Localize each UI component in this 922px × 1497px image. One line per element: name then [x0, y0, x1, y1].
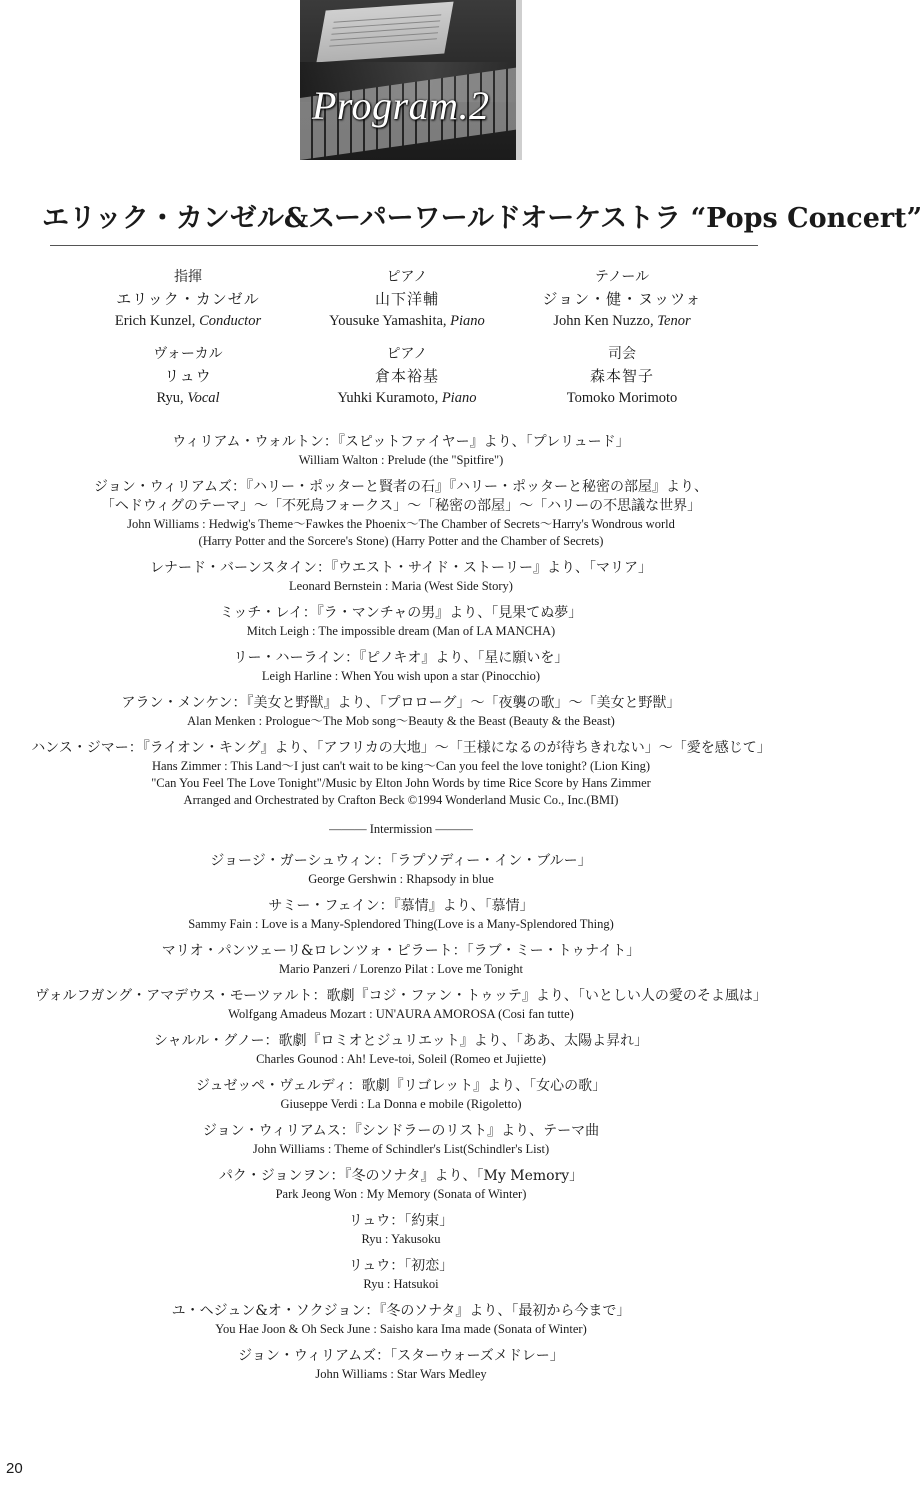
program-item	[0, 987, 802, 1023]
program-title-jp: ヴォルフガング・アマデウス・モーツァルト：歌劇『コジ・ファン・トゥッテ』より、「いとしい人の愛のそよ風は」	[35, 988, 767, 1004]
program-title-en: John Williams : Star Wars Medley	[315, 1367, 487, 1381]
performer-piano-1	[292, 266, 522, 332]
program-title-jp: ハンス・ジマー：『ライオン・キング』より、「アフリカの大地」〜「王様になるのが待ちきれない」〜「愛を感じて」	[31, 740, 771, 756]
program-item	[0, 942, 802, 978]
performer-name-en: Yousuke Yamashita,	[329, 313, 447, 329]
program-title-jp: リュウ：「約束」	[348, 1213, 454, 1229]
performer-role-en: Tenor	[657, 313, 691, 329]
performer-name-jp: リュウ	[164, 367, 212, 385]
program-item	[0, 1302, 802, 1338]
program-item	[0, 852, 802, 888]
performer-name-en: Erich Kunzel,	[114, 313, 196, 329]
program-title-en: Alan Menken : Prologue〜The Mob song〜Beauty & the Beast (Beauty & the Beast)	[187, 714, 615, 728]
performer-host	[507, 343, 737, 409]
performer-role: ピアノ	[386, 346, 428, 362]
program-title-jp: パク・ジョンヲン：『冬のソナタ』より、「My Memory」	[218, 1168, 584, 1184]
program-item	[0, 1122, 802, 1158]
program-title-en: George Gershwin : Rhapsody in blue	[308, 872, 494, 886]
program-item	[0, 604, 802, 640]
program-title-jp-cont: 「ヘドウィグのテーマ」〜「不死鳥フォークス」〜「秘密の部屋」〜「ハリーの不思議な世界」	[100, 498, 702, 514]
program-title-jp: サミー・フェイン：『慕情』より、「慕情」	[268, 898, 534, 914]
performer-tenor	[507, 266, 737, 332]
performer-name-en: Ryu,	[156, 390, 184, 406]
performer-name-jp: ジョン・健・ヌッツォ	[542, 290, 702, 308]
program-title-en: Giuseppe Verdi : La Donna e mobile (Rigoletto)	[280, 1097, 522, 1111]
performer-name-en: Yuhki Kuramoto,	[337, 390, 439, 406]
program-title-jp: ミッチ・レイ：『ラ・マンチャの男』より、「見果てぬ夢」	[219, 605, 583, 621]
concert-title: エリック・カンゼル&スーパーワールドオーケストラ “Pops Concert”	[42, 203, 922, 234]
program-item	[0, 559, 802, 595]
program-title-jp: ジョン・ウィリアムズ：『ハリー・ポッターと賢者の石』『ハリー・ポッターと秘密の部屋』より、	[94, 479, 708, 495]
program-title-en: You Hae Joon & Oh Seck June : Saisho kara Ima made (Sonata of Winter)	[215, 1322, 587, 1336]
page-number: 20	[6, 1460, 23, 1477]
program-item	[0, 1347, 802, 1383]
program-title-en: Leonard Bernstein : Maria (West Side Story)	[289, 579, 513, 593]
program-header-photo	[300, 0, 516, 160]
program-title-en: John Williams : Hedwig's Theme〜Fawkes the Phoenix〜The Chamber of Secrets〜Harry's Wondrous world	[127, 517, 675, 531]
performer-conductor	[73, 266, 303, 332]
program-title-en: William Walton : Prelude (the "Spitfire")	[298, 453, 504, 467]
performer-role: 司会	[608, 346, 636, 362]
program-title-en: Park Jeong Won : My Memory (Sonata of Winter)	[275, 1187, 527, 1201]
page-edge-tab	[516, 0, 522, 160]
performer-role: テノール	[594, 269, 650, 285]
program-item	[0, 1212, 802, 1248]
program-item	[0, 694, 802, 730]
performer-name-jp: エリック・カンゼル	[116, 290, 260, 308]
program-title-en: Mario Panzeri / Lorenzo Pilat : Love me Tonight	[279, 962, 523, 976]
performer-role-en: Piano	[450, 313, 485, 329]
program-title-jp: ジュゼッペ・ヴェルディ：歌劇『リゴレット』より、「女心の歌」	[195, 1078, 607, 1094]
program-title-en: Sammy Fain : Love is a Many-Splendored Thing(Love is a Many-Splendored Thing)	[188, 917, 614, 931]
performer-name-en: John Ken Nuzzo,	[553, 313, 654, 329]
performer-role-en: Conductor	[199, 313, 262, 329]
program-list	[0, 433, 802, 1392]
performer-vocal	[73, 343, 303, 409]
program-title-jp: アラン・メンケン：『美女と野獣』より、「プロローグ」〜「夜襲の歌」〜「美女と野獣」	[121, 695, 681, 711]
program-title-jp: ウィリアム・ウォルトン：『スピットファイヤー』より、「プレリュード」	[172, 434, 630, 450]
program-title-jp: シャルル・グノー：歌劇『ロミオとジュリエット』より、「ああ、太陽よ昇れ」	[153, 1033, 649, 1049]
program-title-en: Ryu : Yakusoku	[361, 1232, 441, 1246]
program-title-jp: レナード・バーンスタイン：『ウエスト・サイド・ストーリー』より、「マリア」	[149, 560, 653, 576]
performer-name-jp: 森本智子	[589, 367, 654, 385]
title-divider	[50, 245, 758, 246]
program-title-en-cont: (Harry Potter and the Sorcere's Stone) (Harry Potter and the Chamber of Secrets)	[198, 534, 604, 548]
program-title-en: Ryu : Hatsukoi	[363, 1277, 439, 1291]
performer-piano-2	[292, 343, 522, 409]
sheet-music-image	[316, 2, 453, 63]
performer-name-jp: 倉本裕基	[374, 367, 439, 385]
program-title-jp: ジョージ・ガーシュウィン：「ラプソディー・イン・ブルー」	[210, 853, 592, 869]
program-title-en: John Williams : Theme of Schindler's List(Schindler's List)	[252, 1142, 550, 1156]
program-item	[0, 478, 802, 550]
program-item	[0, 739, 802, 809]
program-label: Program.2	[312, 83, 490, 128]
program-title-en: Hans Zimmer : This Land〜I just can't wait to be king〜Can you feel the love tonight? (Lion King)	[151, 759, 651, 773]
program-credit: "Can You Feel The Love Tonight"/Music by Elton John Words by time Rice Score by Hans Zimmer	[151, 776, 651, 790]
program-item	[0, 1077, 802, 1113]
program-title-jp: マリオ・パンツェーリ&ロレンツォ・ピラート：「ラブ・ミー・トゥナイト」	[161, 943, 641, 959]
program-title-jp: ジョン・ウィリアムズ：「スターウォーズメドレー」	[238, 1348, 564, 1364]
program-title-en: Mitch Leigh : The impossible dream (Man of LA MANCHA)	[246, 624, 556, 638]
performer-role: ピアノ	[386, 269, 428, 285]
performer-role-en: Vocal	[187, 390, 220, 406]
program-title-jp: リュウ：「初恋」	[348, 1258, 454, 1274]
program-credit: Arranged and Orchestrated by Crafton Beck ©1994 Wonderland Music Co., Inc.(BMI)	[183, 793, 619, 807]
program-item	[0, 433, 802, 469]
program-item	[0, 1167, 802, 1203]
performer-name-en: Tomoko Morimoto	[566, 390, 678, 406]
program-title-jp: ユ・ヘジュン&オ・ソクジョン：『冬のソナタ』より、「最初から今まで」	[171, 1303, 631, 1319]
intermission-label: ——— Intermission ———	[329, 822, 473, 836]
program-item	[0, 897, 802, 933]
program-title-en: Leigh Harline : When You wish upon a star (Pinocchio)	[261, 669, 541, 683]
performer-name-jp: 山下洋輔	[374, 290, 439, 308]
program-item	[0, 649, 802, 685]
program-title-jp: ジョン・ウィリアムス：『シンドラーのリスト』より、テーマ曲	[202, 1123, 600, 1139]
program-item	[0, 1032, 802, 1068]
program-title-jp: リー・ハーライン：『ピノキオ』より、「星に願いを」	[233, 650, 569, 666]
performer-role: 指揮	[174, 269, 202, 285]
performer-role: ヴォーカル	[153, 346, 223, 362]
program-item	[0, 1257, 802, 1293]
program-title-en: Charles Gounod : Ah! Leve-toi, Soleil (Romeo et Jujiette)	[256, 1052, 546, 1066]
performer-role-en: Piano	[441, 390, 477, 406]
program-title-en: Wolfgang Amadeus Mozart : UN'AURA AMOROSA (Cosi fan tutte)	[228, 1007, 574, 1021]
